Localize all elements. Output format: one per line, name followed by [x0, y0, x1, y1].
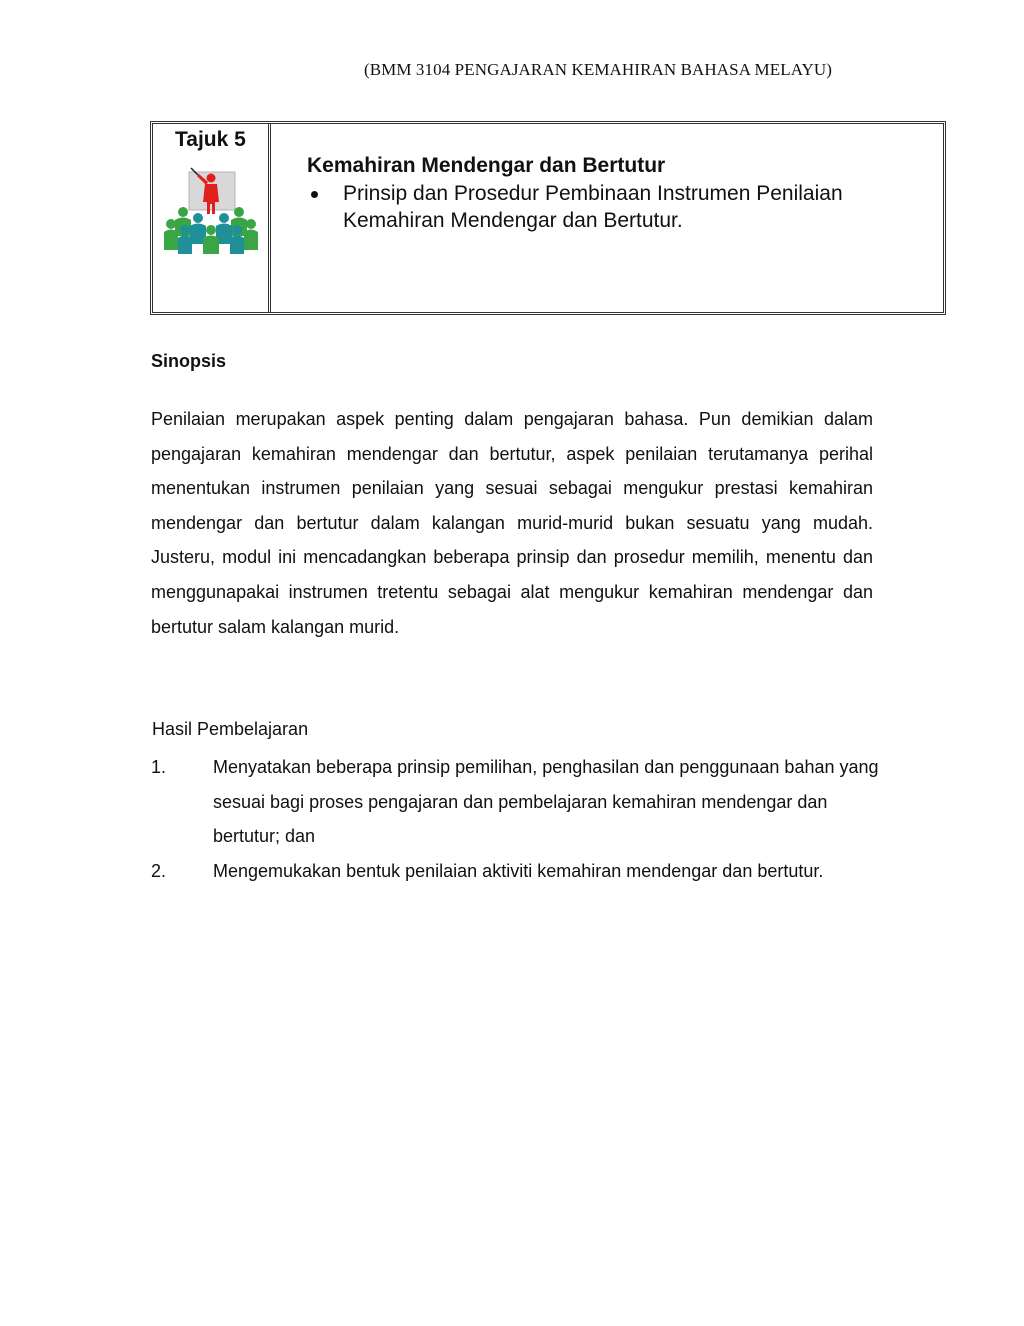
outcome-text: Mengemukakan bentuk penilaian aktiviti kemahiran mendengar dan bertutur.	[213, 860, 824, 881]
learning-outcomes-list	[151, 750, 891, 888]
synopsis-paragraph: Penilaian merupakan aspek penting dalam pengajaran bahasa. Pun demikian dalam pengajaran kemahiran mendengar dan bertutur, aspek penilaian terutamanya perihal menentukan instrumen penilaian yang sesuai sebagai mengukur prestasi kemahiran mendengar dan bertutur dalam kalangan murid-murid bukan sesuatu yang mudah. Justeru, modul ini mencadangkan beberapa prinsip dan prosedur memilih, menentu dan menggunapakai instrumen tretentu sebagai alat mengukur kemahiran mendengar dan bertutur salam kalangan murid.	[151, 409, 873, 637]
topic-title: Kemahiran Mendengar dan Bertutur	[307, 154, 666, 177]
topic-bullet-text: Prinsip dan Prosedur Pembinaan Instrumen Penilaian Kemahiran Mendengar dan Bertutur.	[343, 182, 843, 232]
topic-label: Tajuk 5	[175, 128, 246, 151]
course-header: (BMM 3104 PENGAJARAN KEMAHIRAN BAHASA MELAYU)	[363, 60, 833, 79]
learning-outcome-item	[151, 750, 891, 854]
topic-content	[307, 152, 923, 234]
classroom-presentation-icon	[163, 166, 259, 256]
outcome-number: 2.	[151, 860, 167, 881]
learning-outcomes-heading: Hasil Pembelajaran	[152, 719, 309, 739]
topic-bullet-item	[307, 180, 923, 234]
outcome-text: Menyatakan beberapa prinsip pemilihan, penghasilan dan penggunaan bahan yang sesuai bagi proses pengajaran dan pembelajaran kemahiran mendengar dan bertutur; dan	[213, 757, 879, 847]
learning-outcome-item	[151, 854, 891, 889]
topic-label-cell	[153, 124, 271, 312]
outcome-number: 1.	[151, 757, 167, 777]
topic-box	[150, 121, 946, 315]
bullet-icon	[311, 191, 318, 198]
synopsis-heading: Sinopsis	[151, 351, 227, 371]
